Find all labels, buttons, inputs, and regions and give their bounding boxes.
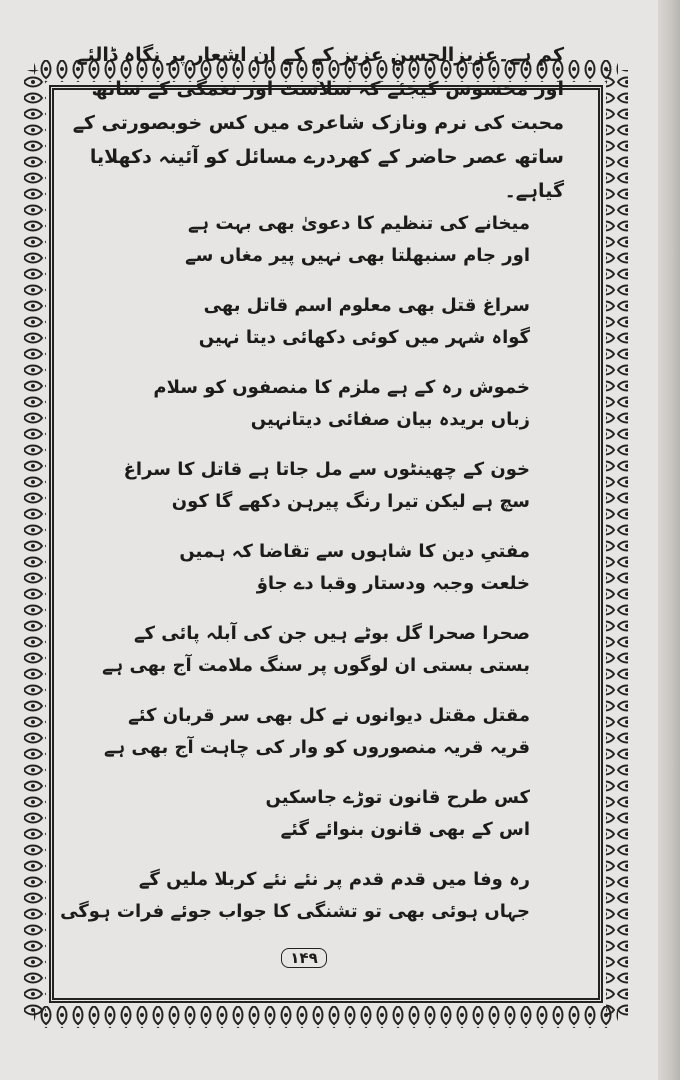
verse-line: مقتل مقتل دیوانوں نے کل بھی سر قربان کئے: [128, 705, 530, 726]
stanza-gap: [40, 518, 570, 536]
stanza: [40, 208, 570, 272]
stanza: [40, 290, 570, 354]
stanza-gap: [40, 846, 570, 864]
verse-line: رہ وفا میں قدم قدم پر نئے نئے کربلا ملیں گے: [138, 869, 530, 890]
page-number: [0, 948, 608, 968]
verse-line: قریہ قریہ منصوروں کو وار کی چاہت آج بھی ہے: [104, 737, 530, 758]
verse-line: اور جام سنبھلتا بھی نہیں پیر مغاں سے: [185, 245, 530, 266]
stanza: [40, 618, 570, 682]
stanza-gap: [40, 600, 570, 618]
verse-line: زباں بریدہ بیان صفائی دیتانہیں: [250, 409, 530, 430]
poetry-stanzas: [40, 208, 570, 928]
verse-line: خموش رہ کے ہے ملزم کا منصفوں کو سلام: [153, 377, 530, 398]
stanza-gap: [40, 764, 570, 782]
stanza-gap: [40, 354, 570, 372]
stanza-gap: [40, 272, 570, 290]
verse-line: کس طرح قانون توڑے جاسکیں: [265, 787, 530, 808]
page-number-label: ۱۴۹: [281, 948, 326, 968]
intro-paragraph: کم ہے۔عزیزالحسن عزیز کے کے ان اشعار پر نگاہ ڈالئے اور محسوس کیجئے کہ سلاست اور نغمگی کے ساتھ محبت کی نرم ونازک شاعری میں کس خوبصورتی کے ساتھ عصر حاضر کے کھردرے مسائل کو آئینہ دکھلایا گیاہے۔: [72, 44, 564, 202]
verse-line: صحرا صحرا گل بوٹے ہیں جن کی آبلہ پائی کے: [133, 623, 530, 644]
page-content: [40, 38, 570, 938]
verse-line: خون کے چھینٹوں سے مل جاتا ہے قاتل کا سراغ: [123, 459, 530, 480]
stanza-gap: [40, 436, 570, 454]
stanza: [40, 454, 570, 518]
stanza: [40, 700, 570, 764]
verse-line: خلعت وجبہ ودستار وقبا دے جاؤ: [256, 573, 530, 594]
stanza-gap: [40, 682, 570, 700]
stanza: [40, 372, 570, 436]
verse-line: سچ ہے لیکن تیرا رنگ پیرہن دکھے گا کون: [171, 491, 530, 512]
stanza: [40, 536, 570, 600]
verse-line: مفتیِ دین کا شاہوں سے تقاضا کہ ہمیں: [179, 541, 530, 562]
stanza: [40, 864, 570, 928]
verse-line: گواہ شہر میں کوئی دکھائی دیتا نہیں: [198, 327, 530, 348]
stanza: [40, 782, 570, 846]
verse-line: میخانے کی تنظیم کا دعویٰ بھی بہت ہے: [187, 213, 530, 234]
page-edge: [658, 0, 680, 1080]
verse-line: جہاں ہوئی بھی تو تشنگی کا جواب جوئے فرات ہوگی: [60, 901, 530, 922]
verse-line: سراغ قتل بھی معلوم اسم قاتل بھی: [203, 295, 530, 316]
verse-line: بستی بستی ان لوگوں پر سنگ ملامت آج بھی ہے: [102, 655, 530, 676]
verse-line: اس کے بھی قانون بنوائے گئے: [280, 819, 530, 840]
